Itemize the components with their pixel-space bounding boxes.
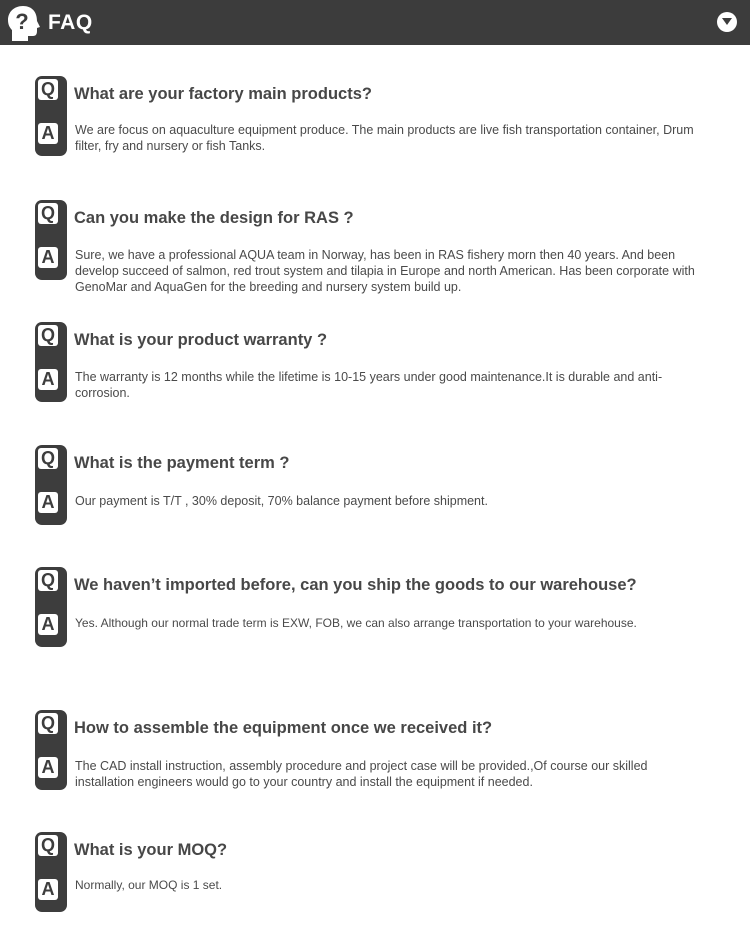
collapse-toggle-button[interactable] [717, 12, 737, 32]
q-label: Q [38, 570, 58, 591]
q-label: Q [38, 325, 58, 346]
faq-answer: Sure, we have a professional AQUA team in Norway, has been in RAS fishery morn then 40 years. And been develop succeed of salmon, red trout system and tilapia in Europe and north American. Has been corporate with GenoMar and AquaGen for the breeding and nursery system build up. [75, 248, 695, 294]
faq-answer: Normally, our MOQ is 1 set. [75, 878, 223, 892]
a-label: A [38, 757, 58, 778]
q-label: Q [38, 835, 58, 856]
faq-question: What is your product warranty ? [74, 331, 328, 349]
q-label: Q [38, 448, 58, 469]
qa-badge [35, 322, 67, 402]
chevron-down-icon [721, 17, 733, 27]
help-head-icon [6, 4, 42, 42]
a-label: A [38, 369, 58, 390]
faq-question: What are your factory main products? [74, 85, 372, 103]
faq-answer: Yes. Although our normal trade term is EXW, FOB, we can also arrange transportation to your warehouse. [75, 616, 637, 630]
qa-badge [35, 832, 67, 912]
a-label: A [38, 123, 58, 144]
faq-answer: The warranty is 12 months while the lifetime is 10-15 years under good maintenance.It is durable and anti-corrosion. [75, 370, 663, 400]
qa-badge [35, 445, 67, 525]
faq-question: What is the payment term ? [74, 454, 290, 472]
svg-text:?: ? [15, 9, 29, 34]
faq-header [0, 0, 750, 45]
faq-question: We haven’t imported before, can you ship the goods to our warehouse? [74, 576, 637, 594]
page-title: FAQ [48, 11, 93, 34]
a-label: A [38, 247, 58, 268]
faq-question: How to assemble the equipment once we received it? [74, 719, 493, 737]
q-label: Q [38, 713, 58, 734]
qa-badge [35, 200, 67, 280]
a-label: A [38, 492, 58, 513]
qa-badge [35, 710, 67, 790]
qa-badge [35, 76, 67, 156]
q-label: Q [38, 79, 58, 100]
q-label: Q [38, 203, 58, 224]
a-label: A [38, 879, 58, 900]
qa-badge [35, 567, 67, 647]
faq-answer: The CAD install instruction, assembly procedure and project case will be provided.,Of course our skilled installation engineers would go to your country and install the equipment if needed. [75, 759, 648, 789]
faq-answer: Our payment is T/T , 30% deposit, 70% balance payment before shipment. [75, 494, 488, 508]
faq-answer: We are focus on aquaculture equipment produce. The main products are live fish transportation container, Drum filter, fry and nursery or fish Tanks. [75, 123, 694, 153]
faq-question: What is your MOQ? [74, 841, 228, 859]
faq-question: Can you make the design for RAS ? [74, 209, 354, 227]
a-label: A [38, 614, 58, 635]
